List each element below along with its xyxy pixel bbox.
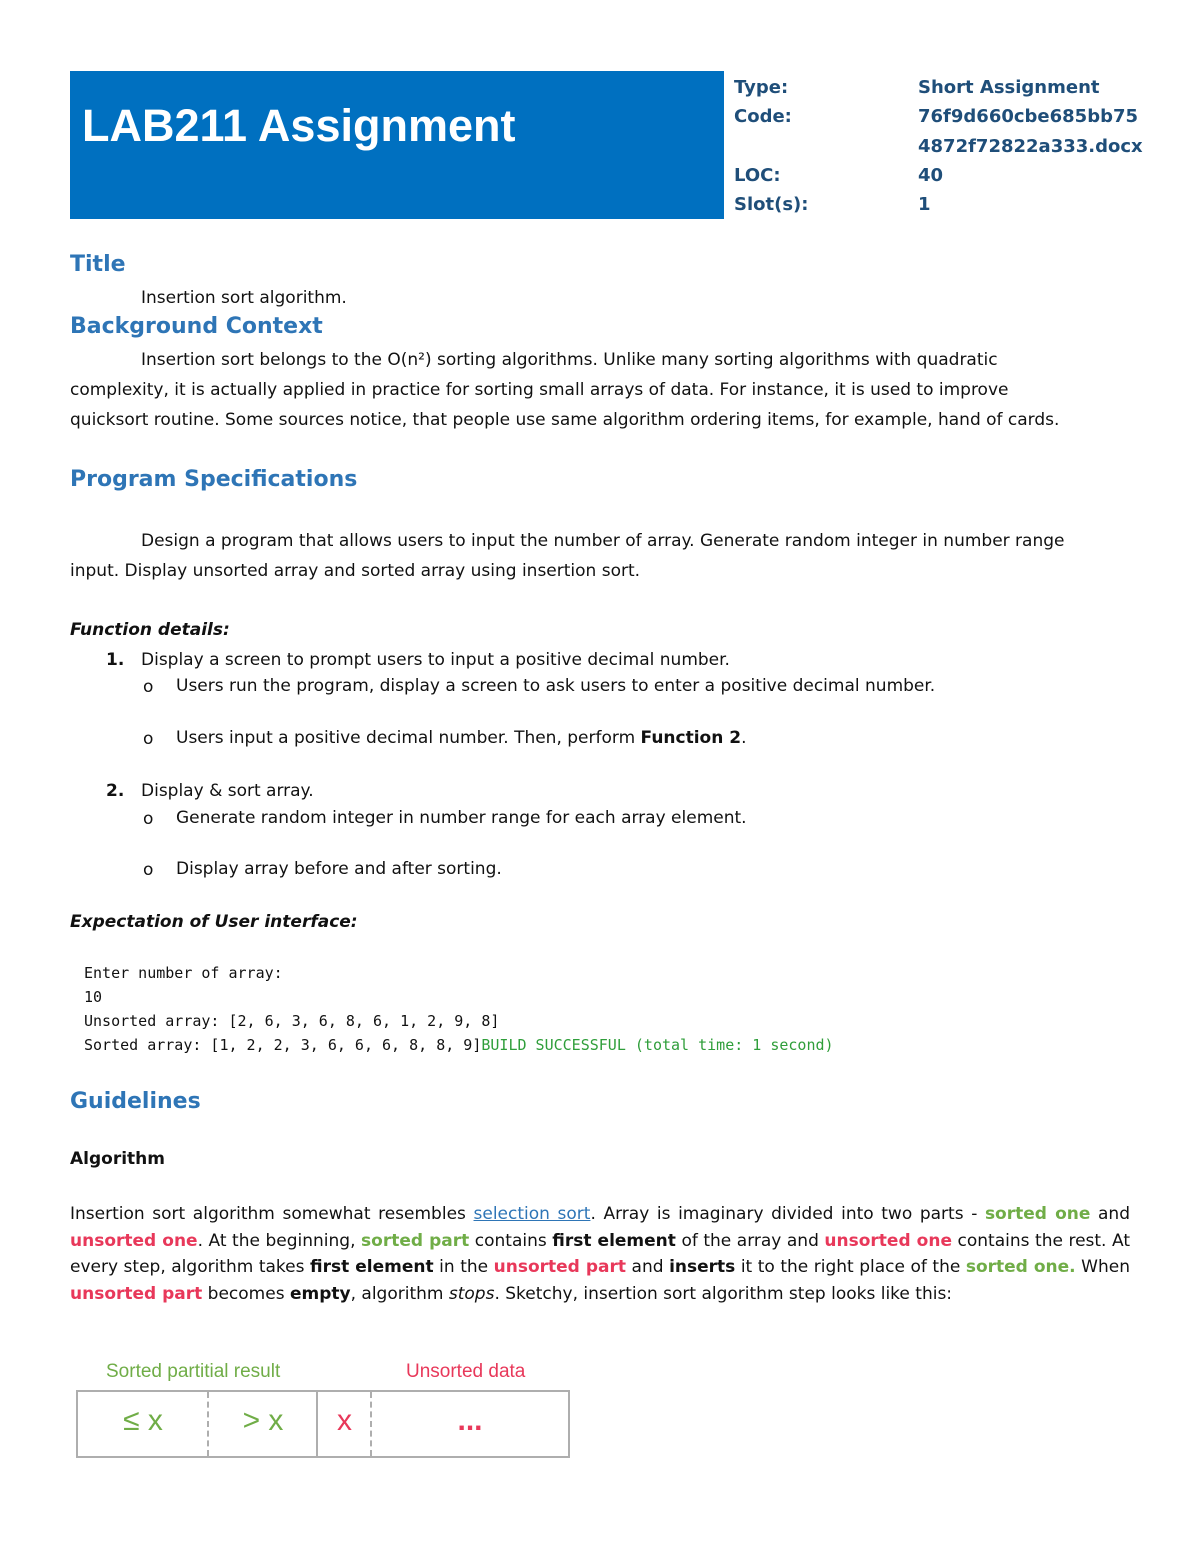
cell-x: x bbox=[337, 1404, 352, 1437]
function2-bullet1: Generate random integer in number range for each array element. bbox=[176, 808, 747, 828]
background-heading: Background Context bbox=[70, 314, 323, 339]
function2-bullet2: Display array before and after sorting. bbox=[176, 859, 502, 879]
title-heading: Title bbox=[70, 252, 126, 277]
cell-ellipsis: ... bbox=[457, 1404, 483, 1437]
spec-heading: Program Specifications bbox=[70, 467, 358, 492]
code-label: Code: bbox=[734, 106, 792, 127]
bullet-icon: o bbox=[143, 809, 154, 829]
background-line3: quicksort routine. Some sources notice, that people use same algorithm ordering items, for example, hand of cards. bbox=[70, 410, 1060, 430]
console-line4: Sorted array: [1, 2, 2, 3, 6, 6, 6, 8, 8, 9]BUILD SUCCESSFUL (total time: 1 second) bbox=[84, 1036, 834, 1054]
function2-title: Display & sort array. bbox=[141, 781, 314, 801]
console-line1: Enter number of array: bbox=[84, 964, 283, 982]
function1-number: 1. bbox=[106, 650, 125, 670]
function1-bullet2: Users input a positive decimal number. Then, perform Function 2. bbox=[176, 728, 747, 748]
unsorted-data-label: Unsorted data bbox=[406, 1361, 526, 1382]
sorted-partial-label: Sorted partitial result bbox=[106, 1361, 281, 1382]
bullet-icon: o bbox=[143, 860, 154, 880]
function1-title: Display a screen to prompt users to input a positive decimal number. bbox=[141, 650, 730, 670]
slot-label: Slot(s): bbox=[734, 194, 809, 215]
loc-label: LOC: bbox=[734, 165, 781, 186]
type-value: Short Assignment bbox=[918, 77, 1100, 98]
cell-less-equal-x: ≤ x bbox=[123, 1404, 163, 1437]
cell-greater-x: > x bbox=[242, 1404, 284, 1437]
background-line2: complexity, it is actually applied in practice for sorting small arrays of data. For instance, it is used to improve bbox=[70, 380, 1009, 400]
function1-bullet1: Users run the program, display a screen to ask users to enter a positive decimal number. bbox=[176, 676, 936, 696]
bullet-icon: o bbox=[143, 729, 154, 749]
guidelines-heading: Guidelines bbox=[70, 1089, 201, 1114]
title-text: Insertion sort algorithm. bbox=[141, 288, 347, 308]
spec-line1: Design a program that allows users to input the number of array. Generate random integer in number range bbox=[141, 531, 1065, 551]
function2-number: 2. bbox=[106, 781, 125, 801]
background-line1: Insertion sort belongs to the O(n²) sorting algorithms. Unlike many sorting algorithms with quadratic bbox=[141, 350, 998, 370]
type-label: Type: bbox=[734, 77, 789, 98]
selection-sort-link[interactable]: selection sort bbox=[473, 1204, 591, 1224]
code-value-line1: 76f9d660cbe685bb75 bbox=[918, 106, 1139, 127]
console-line3: Unsorted array: [2, 6, 3, 6, 8, 6, 1, 2, 9, 8] bbox=[84, 1012, 500, 1030]
ui-expectation-heading: Expectation of User interface: bbox=[70, 912, 358, 932]
spec-line2: input. Display unsorted array and sorted array using insertion sort. bbox=[70, 561, 641, 581]
slot-value: 1 bbox=[918, 194, 931, 215]
loc-value: 40 bbox=[918, 165, 944, 186]
build-status: BUILD SUCCESSFUL (total time: 1 second) bbox=[481, 1036, 834, 1054]
code-value-line2: 4872f72822a333.docx bbox=[918, 136, 1143, 157]
algorithm-paragraph: Insertion sort algorithm somewhat resembles selection sort. Array is imaginary divided into two parts - sorted one and unsorted one. At the beginning, sorted part contains first element of the array and unsorted one contains the rest. At every step, algorithm takes first element in the unsorted part and inserts it to the right place of the sorted one. When unsorted part becomes empty, algorithm stops. Sketchy, insertion sort algorithm step looks like this: bbox=[70, 1204, 1130, 1304]
bullet-icon: o bbox=[143, 677, 154, 697]
algorithm-heading: Algorithm bbox=[70, 1149, 165, 1169]
console-line2: 10 bbox=[84, 988, 103, 1006]
function-details-heading: Function details: bbox=[70, 620, 230, 640]
page-title: LAB211 Assignment bbox=[82, 100, 516, 151]
